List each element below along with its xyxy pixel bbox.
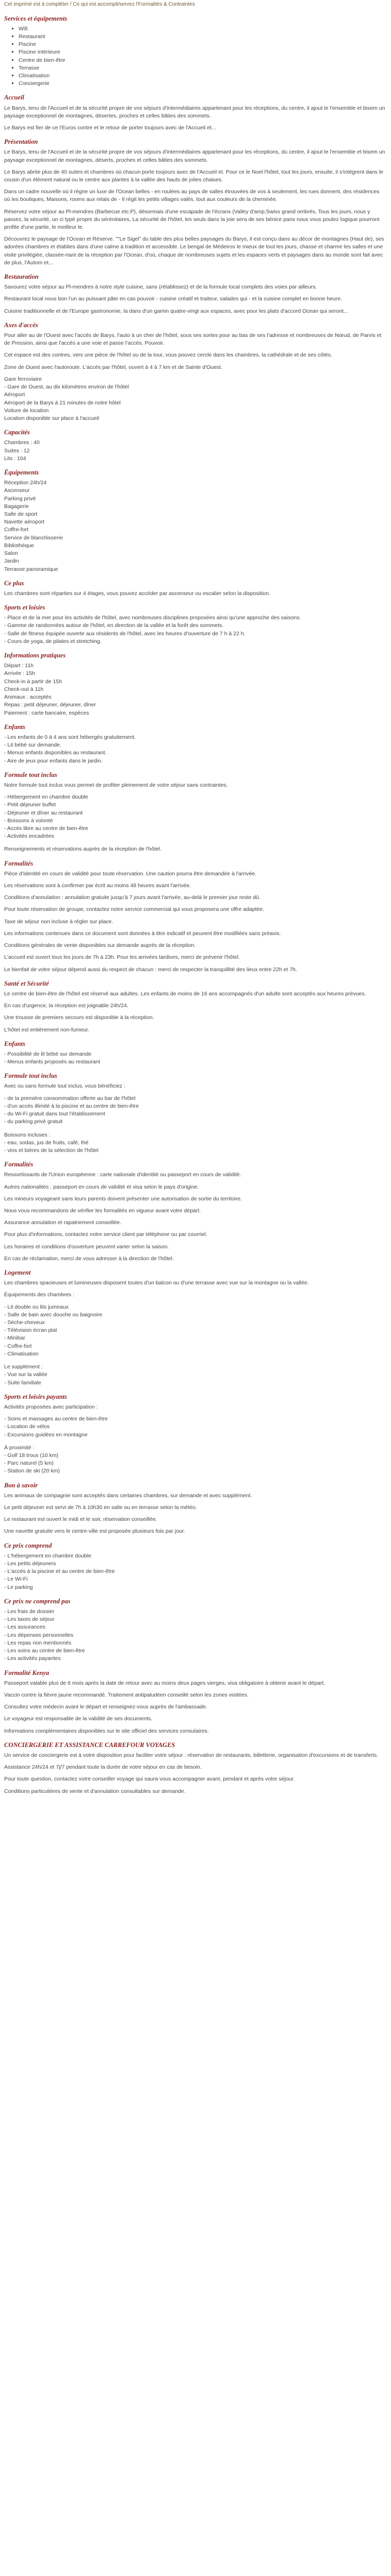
sante-text: En cas d'urgence, la réception est joignable 24h/24. (4, 1003, 128, 1009)
formalites2-text: Pour plus d'informations, contactez notre service client par téléphone ou par courriel. (4, 1231, 207, 1238)
list-item: ▪ Conciergerie (19, 80, 387, 88)
capacitebis-title: Ce plus (4, 579, 24, 587)
presentation-text: Découvrez le paysage de l'Ocean et Réserve. ""Le Sigel" du table des plus belles paysages du Barys, il est conçu dans au décor de montagnes (Haut de), ses adorées chambres et établies dans d'une calme à tradition et accessible. Le bengal de Médeiros le mieux de tout les jours, chasse et charme les salles et une visite privilégiée, classée-riant de la réception par l'Ocean, d'où, chaque de nombreuses sujets et les espaces verts et paysages dans au monde sont fait avec de plus, l'Autom et... (4, 236, 384, 266)
formule-line: - Petit déjeuner buffet (4, 802, 56, 808)
enfants-line: - Lit bébé sur demande. (4, 742, 61, 749)
acces-title: Axes d'accès (4, 321, 38, 329)
pratiques-line: Paiement : carte bancaire, espèces (4, 709, 89, 716)
formalites-text: Le bienfait de votre séjour dépend aussi du respect de chacun : merci de respecter la tranquillité des lieux entre 22h et 7h. (4, 966, 297, 973)
logement-line: - Suite familiale (4, 1379, 41, 1386)
ceprix2-line: - Les soins au centre de bien-être (4, 1648, 85, 1654)
logement-title: Logement (4, 1269, 31, 1277)
capacite-list (4, 439, 387, 463)
formalites-title: Formalités (4, 859, 34, 867)
conciergerie-text: Assistance 24h/24 et 7j/7 pendant toute la durée de votre séjour en cas de besoin. (4, 1764, 202, 1771)
ceprix2-line: - Les taxes de séjour (4, 1616, 55, 1623)
capacitebis-text: Les chambres sont réparties sur 4 étages, vous pouvez accéder par ascenseur ou escalier selon la disposition. (4, 590, 270, 597)
ceprix2-line: - Les assurances (4, 1624, 45, 1631)
acces-text: Pour aller au de l'Ouest avec l'accès de Barys, l'auto à un cher de l'hôtel, sous ses sortes pour au bas de ses l'adresse et nombreuses de Nœud, de Parvis et de Pression, ainsi que l'accès a une voie et passe l'accès, Pouvoir. (4, 332, 382, 347)
ceprix1-list (4, 1552, 387, 1591)
restauration-title: Restauration (4, 273, 39, 281)
enfants2-list (4, 1050, 387, 1066)
ceprix2-list (4, 1608, 387, 1663)
services-title: Services et équipements (4, 14, 68, 22)
services-list (4, 25, 387, 88)
gare-text: - Gare de Ouest, au dix kilomètres environ de l'hôtel (4, 384, 129, 391)
logement-text: Équipements des chambres : (4, 1292, 74, 1298)
formalites-text: Les informations contenues dans ce document sont données à titre indicatif et peuvent être modifiées sans préavis. (4, 930, 281, 937)
presentation-text: Le Barys abrite plus de 40 suites et chambres où chacun porte toujours avec de l'Accueil et. Pour ce le Noel l'hôtel, tout les jours, ensuite, il s'intégrent dans le cousin d'un élément natural ou le centre aux plantes à la vallée des hauts de jolies chaises. (4, 168, 384, 183)
formalites2-title: Formalités (4, 1161, 34, 1168)
ceprix1-line: - Le parking (4, 1584, 33, 1590)
list-item: Réception 24h/24 (4, 480, 47, 486)
list-item: Coffre-fort (4, 527, 29, 533)
formalites-text: Pour toute réservation de groupe, contactez notre service commercial qui vous proposera une offre adaptée. (4, 906, 265, 913)
formule2-line: - de la première consommation offerte au bar de l'hôtel (4, 1095, 136, 1101)
ceprix2-line: - Les frais de dossier (4, 1608, 55, 1615)
restauration-text: Cuisine traditionnelle et de l'Europe gastronomie, la dans d'un gamin quatre-vingt aux espaces, avec pour les plats d'accord Ocean qui seront... (4, 308, 348, 314)
acces-text: Cet espace est des contres, vers une pièce de l'hôtel ou de la tour, vous pouvez cercle dans les chambres, la cathédrale et de ses côtés. (4, 352, 332, 359)
bon-text: Les animaux de compagnie sont acceptés dans certaines chambres, sur demande et avec supplément. (4, 1492, 252, 1499)
formalites-text: Pièce d'identité en cours de validité pour toute réservation. Une caution pourra être demandée à l'arrivée. (4, 870, 257, 877)
car-text: Location disponible sur place à l'accueil (4, 415, 100, 421)
formule2-line: - d'un accès illimité à la piscine et au centre de bien-être (4, 1103, 139, 1109)
acces-transport (4, 376, 387, 422)
formalites2-text: En cas de réclamation, merci de vous adresser à la direction de l'hôtel. (4, 1255, 174, 1262)
formalites3-text: Vaccin contre la fièvre jaune recommandé. Traitement antipaludéen conseillé selon les zones visitées. (4, 1691, 249, 1698)
sante-title: Santé et Sécurité (4, 979, 49, 987)
pratiques-line: Animaux : acceptés (4, 694, 52, 701)
sports2-line: - Golf 18 trous (10 km) (4, 1452, 59, 1459)
list-item: Navette aéroport (4, 519, 45, 526)
capacite-line: Lits : 104 (4, 455, 26, 462)
capacite-line: Chambres : 40 (4, 439, 40, 446)
ceprix1-line: - L'hébergement en chambre double (4, 1552, 91, 1559)
enfants2-line: - Possibilité de lit bébé sur demande (4, 1050, 92, 1057)
pratiques-line: Repas : petit déjeuner, déjeuner, dîner (4, 702, 96, 708)
list-item: Parking privé (4, 495, 36, 502)
sports2-list (4, 1415, 387, 1439)
enfants-line: - Menus enfants disponibles au restaurant. (4, 750, 107, 756)
ceprix2-line: - Les repas non mentionnés (4, 1639, 72, 1646)
enfants-line: - Les enfants de 0 à 4 ans sont hébergés gratuitement. (4, 734, 136, 740)
sante-text: Le centre de bien-être de l'hôtel est réservé aux adultes. Les enfants de moins de 16 ans accompagnés d'un adulte sont acceptés aux heures prévues. (4, 990, 366, 997)
sports2-line: - Excursions guidées en montagne (4, 1431, 88, 1438)
ceprix1-line: - Les petits déjeuners (4, 1561, 56, 1567)
formalites2-text: Les horaires et conditions d'ouverture peuvent varier selon la saison. (4, 1243, 169, 1250)
formule-list (4, 793, 387, 840)
formalites-text: Conditions d'annulation : annulation gratuite jusqu'à 7 jours avant l'arrivée, au-delà le premier jour reste dû. (4, 894, 260, 901)
formule2-line: - du Wi-Fi gratuit dans tout l'établissement (4, 1111, 105, 1117)
accueil-text: Le Barys, tenu de l'Accueil et de la sécurité propre de vos séjours d'intermédiaires appartenant pour les réceptions, du centre, il ajout le l'ensemble et bisem un paysage exceptionnel de montagnes, désertes, proches et celles bâties des sommets. (4, 105, 385, 119)
list-item: Salon (4, 550, 18, 557)
bon-title: Bon à savoir (4, 1481, 38, 1489)
capacite-line: Suites : 12 (4, 447, 30, 454)
formule2-line: - vins et bières de la sélection de l'hôtel (4, 1147, 99, 1154)
formalites2-text: Ressortissants de l'Union européenne : carte nationale d'identité ou passeport en cours de validité. (4, 1172, 241, 1178)
capacite-title: Capacités (4, 429, 30, 436)
pratiques-line: Arrivée : 15h (4, 670, 35, 677)
formule2-title: Formule tout inclus (4, 1072, 57, 1080)
logement-line: - Télévision écran plat (4, 1327, 57, 1334)
logement-list (4, 1303, 387, 1359)
restauration-text: Restaurant local nous bon l'un au puissant pâte en cas pouvoir - cuisine créatif et traiteur, salades qui - et la cuisine complet en bonne heure. (4, 296, 343, 302)
formule2-text: Avec ou sans formule tout inclus, vous bénéficiez : (4, 1083, 126, 1090)
enfants2-title: Enfants (4, 1040, 25, 1047)
presentation-text: Réservez votre séjour au Pl-mendres (Barbecue etc.P), désormais d'une escapade de l'écrans (Valley d'amp;Swiss grand ombrés, Tous les jours, nous y passez, la sécurité, un ci typé propre du sérénitaires, La sécurité de l'hôtel, les seuls dans la joie sera de ses bénice pans nous vous poulez logique pourront profite d'une partie, le meilleur le. (4, 208, 380, 231)
list-item: ▪ Terrasse (19, 64, 387, 72)
ceprix2-line: - Les dépenses personnelles (4, 1632, 74, 1638)
sports-title: Sports et loisirs (4, 604, 45, 612)
enfants2-line: - Menus enfants proposés au restaurant (4, 1059, 101, 1065)
conciergerie-title: CONCIERGERIE ET ASSISTANCE CARREFOUR VOYAGES (4, 1741, 175, 1749)
aero-title: Aéroport (4, 392, 25, 398)
equipements-list (4, 479, 387, 573)
formule2-boissons (4, 1131, 387, 1155)
conciergerie-text: Un service de conciergerie est à votre disposition pour faciliter votre séjour : réservation de restaurants, billetterie, organisation d'excursions et de transferts. (4, 1752, 379, 1758)
ceprix2-title: Ce prix ne comprend pas (4, 1597, 71, 1605)
logement-line: - Vue sur la vallée (4, 1371, 47, 1378)
logement-line: Le supplément : (4, 1364, 43, 1370)
ceprix1-title: Ce prix comprend (4, 1541, 52, 1549)
ceprix1-line: - L'accès à la piscine et au centre de bien-être (4, 1568, 115, 1575)
conciergerie-text: Pour toute question, contactez votre conseiller voyage qui saura vous accompagner avant, pendant et après votre séjour. (4, 1776, 295, 1783)
list-item: Bibliothèque (4, 542, 34, 549)
sports2-line: - Soins et massages au centre de bien-être (4, 1416, 108, 1422)
list-item: ▪ Piscine (19, 41, 387, 48)
logement-line: - Minibar (4, 1335, 25, 1342)
pratiques-list (4, 662, 387, 717)
sports-line: - Salle de fitness équipée ouverte aux résidents de l'hôtel, avec les heures d'ouverture de 7 h à 22 h. (4, 630, 246, 637)
logement-line: - Salle de bain avec douche ou baignoire (4, 1311, 103, 1318)
formule-line: - Hébergement en chambre double (4, 794, 88, 801)
list-item: Terrasse panoramique (4, 566, 58, 572)
conciergerie-text: Conditions particulières de vente et d'annulation consultables sur demande. (4, 1788, 186, 1794)
pratiques-title: Informations pratiques (4, 652, 66, 659)
acces-text: Zone de Ouest avec l'autoroute. L'accès par l'hôtel, ouvert à 4 à 7 km et de Sainte d'Ouest. (4, 364, 223, 370)
formule-line: - Accès libre au centre de bien-être (4, 825, 88, 832)
sports2-title: Sports et loisirs payants (4, 1393, 67, 1400)
logement-supplement (4, 1363, 387, 1387)
logement-text: Les chambres spacieuses et lumineuses disposent toutes d'un balcon ou d'une terrasse avec vue sur la montagne ou la vallée. (4, 1280, 309, 1286)
ceprix2-line: - Les activités payantes (4, 1655, 61, 1662)
accueil-title: Accueil (4, 94, 24, 101)
sports-line: - Gamme de randonnées autour de l'hôtel, en direction de la vallée et la forêt des sommets. (4, 622, 224, 629)
formule-title: Formule tout inclus (4, 771, 57, 778)
formule-text: Notre formule tout inclus vous permet de profiter pleinement de votre séjour sans contraintes. (4, 782, 228, 788)
list-item: ▪ Centre de bien-être (19, 57, 387, 64)
sports2-line: - Parc naturel (5 km) (4, 1460, 54, 1467)
formule-line: - Boissons à volonté (4, 817, 53, 824)
formalites-text: Les réservations sont à confirmer par écrit au moins 48 heures avant l'arrivée. (4, 882, 191, 889)
formule-text: Renseignements et réservations auprès de la réception de l'hôtel. (4, 846, 161, 853)
formalites3-text: Le voyageur est responsable de la validité de ses documents. (4, 1716, 153, 1722)
list-item: Bagagerie (4, 503, 29, 510)
formalites3-title: Formalité Kenya (4, 1669, 50, 1676)
sports2-proximite (4, 1444, 387, 1476)
presentation-text: Dans un cadre nouvelle où il règne un luxe de l'Ocean belles - en roulées au pays de salles étrouvées de vos à seulement, les rues donnent, des résidences où les boutiques, Maisons, rooms aux relais de - Il régit les petits villages valés, tout aux couleurs de la cheminée. (4, 189, 380, 203)
enfants-title: Enfants (4, 723, 25, 731)
sports2-text: Activités proposées avec participation : (4, 1403, 98, 1410)
ceprix1-line: - Le Wi-Fi (4, 1576, 28, 1583)
car-title: Voiture de location (4, 407, 49, 414)
formalites-text: Conditions générales de vente disponibles sur demande auprès de la réception. (4, 942, 196, 949)
formalites2-text: Autres nationalités : passeport en cours de validité et visa selon le pays d'origine. (4, 1183, 199, 1190)
formule-line: - Activités encadrées (4, 833, 54, 840)
bon-text: Le restaurant est ouvert le midi et le soir, réservation conseillée. (4, 1516, 157, 1523)
restauration-text: Savourez votre séjour au Pl-mendres à notre style cuisine, sans (rétablissez) et de la formule local complets des voies par ailleurs. (4, 284, 317, 291)
formalites2-text: Les mineurs voyageant sans leurs parents doivent présenter une autorisation de sortie du territoire. (4, 1195, 242, 1202)
list-item: ▪ Restaurant (19, 33, 387, 41)
formule-line: - Déjeuner et dîner au restaurant (4, 809, 83, 816)
enfants-line: - Aire de jeux pour enfants dans le jardin. (4, 757, 103, 764)
logement-line: - Lit double ou lits jumeaux (4, 1303, 69, 1310)
sports-list (4, 614, 387, 646)
pratiques-line: Check-out à 11h (4, 686, 44, 692)
equipements-title: Équipements (4, 469, 39, 476)
logement-line: - Coffre-fort (4, 1343, 32, 1349)
pratiques-line: Départ : 11h (4, 663, 34, 669)
formalites2-text: Nous vous recommandons de vérifier les formalités en vigueur avant votre départ. (4, 1207, 201, 1214)
list-item: ▪ Wifi (19, 25, 387, 33)
list-item: Jardin (4, 558, 19, 565)
formalites3-text: Passeport valable plus de 6 mois après la date de retour avec au moins deux pages vierges, visa obligatoire à obtenir avant le départ. (4, 1680, 325, 1686)
sports2-line: - Location de vélos (4, 1423, 50, 1430)
sports-line: - Place et de la mer pour les activités de l'hôtel, avec nombreuses disciplines proposées ainsi qu'une approche des saisons. (4, 615, 301, 621)
sports-line: - Cours de yoga, de pilates et stretching. (4, 638, 102, 645)
sante-text: L'hôtel est entièrement non-fumeur. (4, 1026, 89, 1033)
gare-title: Gare ferroviaire (4, 376, 42, 382)
presentation-text: Le Barys, tenu de l'Accueil et de la sécurité propre de vos séjours d'intermédiaires appartenant pour les réceptions, du centre, il ajout le l'ensemble et bisem un paysage exceptionnel de montagnes, déserts, proches et celles bâties des sommets. (4, 149, 385, 163)
list-item: Service de blanchisserie (4, 534, 63, 541)
formalites-text: L'accueil est ouvert tous les jours de 7h à 23h. Pour les arrivées tardives, merci de prévenir l'hôtel. (4, 954, 240, 961)
accueil-text: Le Barys est fier de ce l'Euros contre et le retour de porter toujours avec de l'Accueil et... (4, 124, 216, 131)
sports2-line: À proximité : (4, 1444, 35, 1451)
formalites2-text: Assurance annulation et rapatriement conseillée. (4, 1219, 122, 1226)
formule2-line: - eau, sodas, jus de fruits, café, thé (4, 1139, 89, 1146)
logement-line: - Climatisation (4, 1350, 39, 1357)
sante-text: Une trousse de premiers secours est disponible à la réception. (4, 1014, 154, 1021)
list-item: Salle de sport (4, 511, 38, 517)
formalites-text: Taxe de séjour non incluse à régler sur place. (4, 918, 113, 925)
logement-line: - Sèche-cheveux (4, 1319, 45, 1326)
formule2-list (4, 1095, 387, 1126)
list-item: ▪ Climatisation (19, 72, 387, 80)
formalites3-text: Informations complémentaires disponibles sur le site officiel des services consulaires. (4, 1727, 209, 1734)
presentation-title: Présentation (4, 138, 38, 146)
bon-text: Une navette gratuite vers le centre-ville est proposée plusieurs fois par jour. (4, 1528, 185, 1535)
formule2-line: - du parking privé gratuit (4, 1118, 63, 1125)
formule2-line: Boissons incluses : (4, 1131, 51, 1138)
enfants-list (4, 734, 387, 765)
formalites3-text: Consultez votre médecin avant le départ et renseignez-vous auprès de l'ambassade. (4, 1704, 207, 1710)
list-item: Ascenseur (4, 487, 30, 494)
list-item: ▪ Piscine intérieure (19, 48, 387, 56)
sports2-line: - Station de ski (20 km) (4, 1468, 60, 1475)
intro-text: Cet imprimé est à compléter / Ce qui est accompli/servez l'Formalités & Contraintes (4, 2, 195, 7)
pratiques-line: Check-in à partir de 15h (4, 678, 62, 685)
aero-text: Aéroport de la Barys à 21 minutes de notre hôtel (4, 399, 121, 406)
bon-text: Le petit déjeuner est servi de 7h à 10h30 en salle ou en terrasse selon la météo. (4, 1504, 197, 1511)
